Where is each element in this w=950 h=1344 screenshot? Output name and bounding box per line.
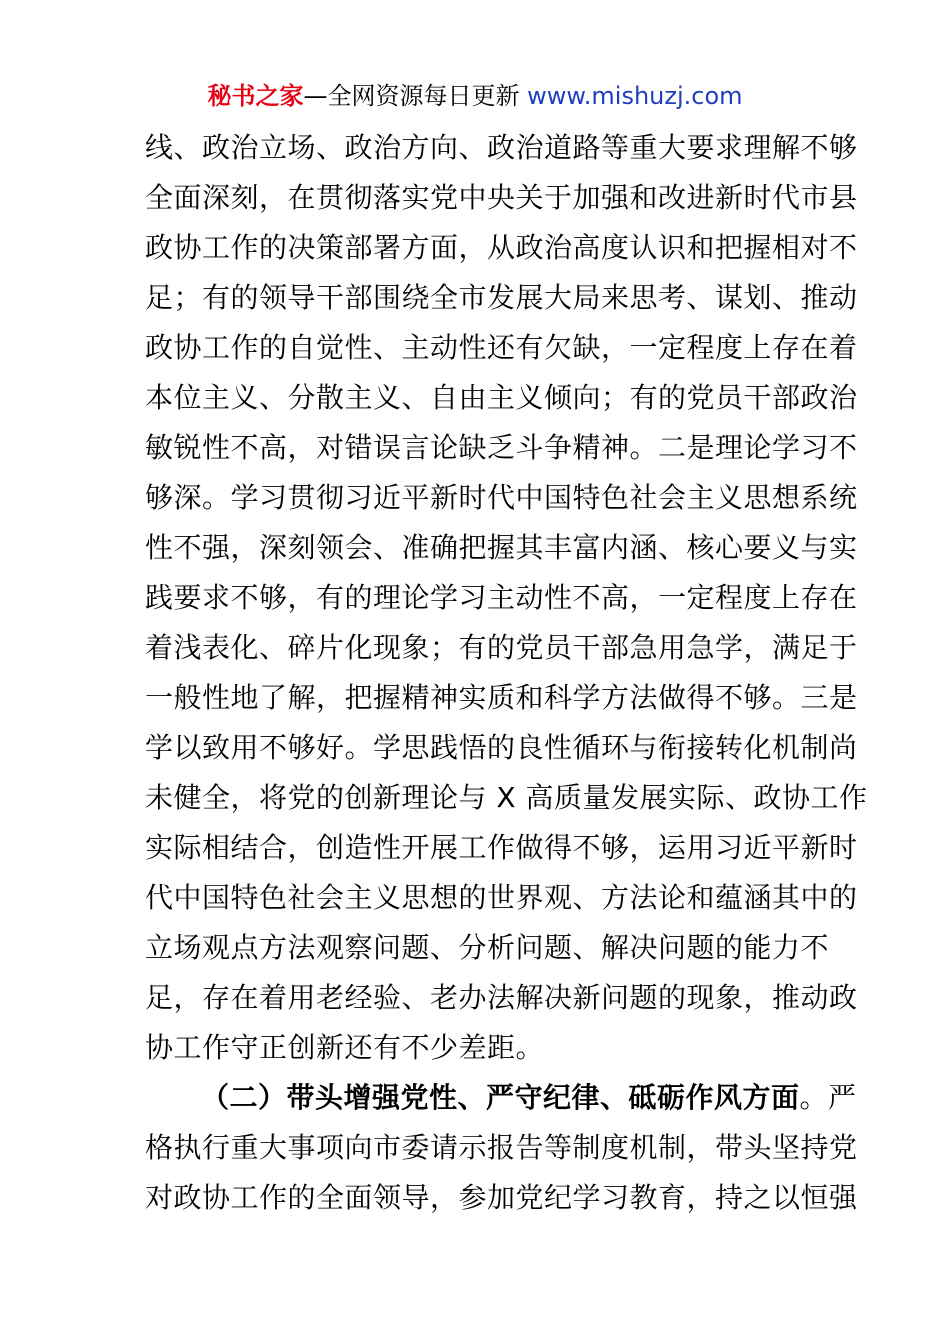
paragraph-line: 未健全，将党的创新理论与 X 高质量发展实际、政协工作: [145, 781, 868, 814]
paragraph-line: 践要求不够，有的理论学习主动性不高，一定程度上存在: [145, 581, 858, 614]
paragraph-line: 政协工作的决策部署方面，从政治高度认识和把握相对不: [145, 231, 858, 264]
header-tagline: —全网资源每日更新: [303, 82, 528, 110]
paragraph-line: 对政协工作的全面领导，参加党纪学习教育，持之以恒强: [145, 1181, 858, 1214]
paragraph-line: 代中国特色社会主义思想的世界观、方法论和蕴涵其中的: [145, 881, 858, 914]
paragraph-line: 性不强，深刻领会、准确把握其丰富内涵、核心要义与实: [145, 531, 858, 564]
site-header: [0, 78, 950, 114]
paragraph-line: 着浅表化、碎片化现象；有的党员干部急用急学，满足于: [145, 631, 858, 664]
paragraph-line: 够深。学习贯彻习近平新时代中国特色社会主义思想系统: [145, 481, 858, 514]
site-url[interactable]: www.mishuzj.com: [527, 82, 743, 110]
document-body: [145, 123, 868, 1223]
paragraph-line: 全面深刻，在贯彻落实党中央关于加强和改进新时代市县: [145, 181, 858, 214]
paragraph-line: 协工作守正创新还有不少差距。: [145, 1031, 545, 1064]
paragraph-line: 线、政治立场、政治方向、政治道路等重大要求理解不够: [145, 131, 858, 164]
paragraph-line: 格执行重大事项向市委请示报告等制度机制，带头坚持党: [145, 1131, 858, 1164]
section-heading-line: [145, 1073, 857, 1123]
paragraph-line: 足，存在着用老经验、老办法解决新问题的现象，推动政: [145, 981, 858, 1014]
section-heading: （二）带头增强党性、严守纪律、砥砺作风方面: [201, 1081, 800, 1114]
paragraph-line: 一般性地了解，把握精神实质和科学方法做得不够。三是: [145, 681, 858, 714]
paragraph-line: 本位主义、分散主义、自由主义倾向；有的党员干部政治: [145, 381, 858, 414]
paragraph-line: 敏锐性不高，对错误言论缺乏斗争精神。二是理论学习不: [145, 431, 858, 464]
paragraph-line: 政协工作的自觉性、主动性还有欠缺，一定程度上存在着: [145, 331, 858, 364]
brand-name: 秘书之家: [207, 82, 304, 110]
section-heading-tail: 。严: [799, 1081, 857, 1114]
paragraph-line: 足；有的领导干部围绕全市发展大局来思考、谋划、推动: [145, 281, 858, 314]
paragraph-line: 学以致用不够好。学思践悟的良性循环与衔接转化机制尚: [145, 731, 858, 764]
paragraph-line: 立场观点方法观察问题、分析问题、解决问题的能力不: [145, 931, 830, 964]
paragraph-line: 实际相结合，创造性开展工作做得不够，运用习近平新时: [145, 831, 858, 864]
